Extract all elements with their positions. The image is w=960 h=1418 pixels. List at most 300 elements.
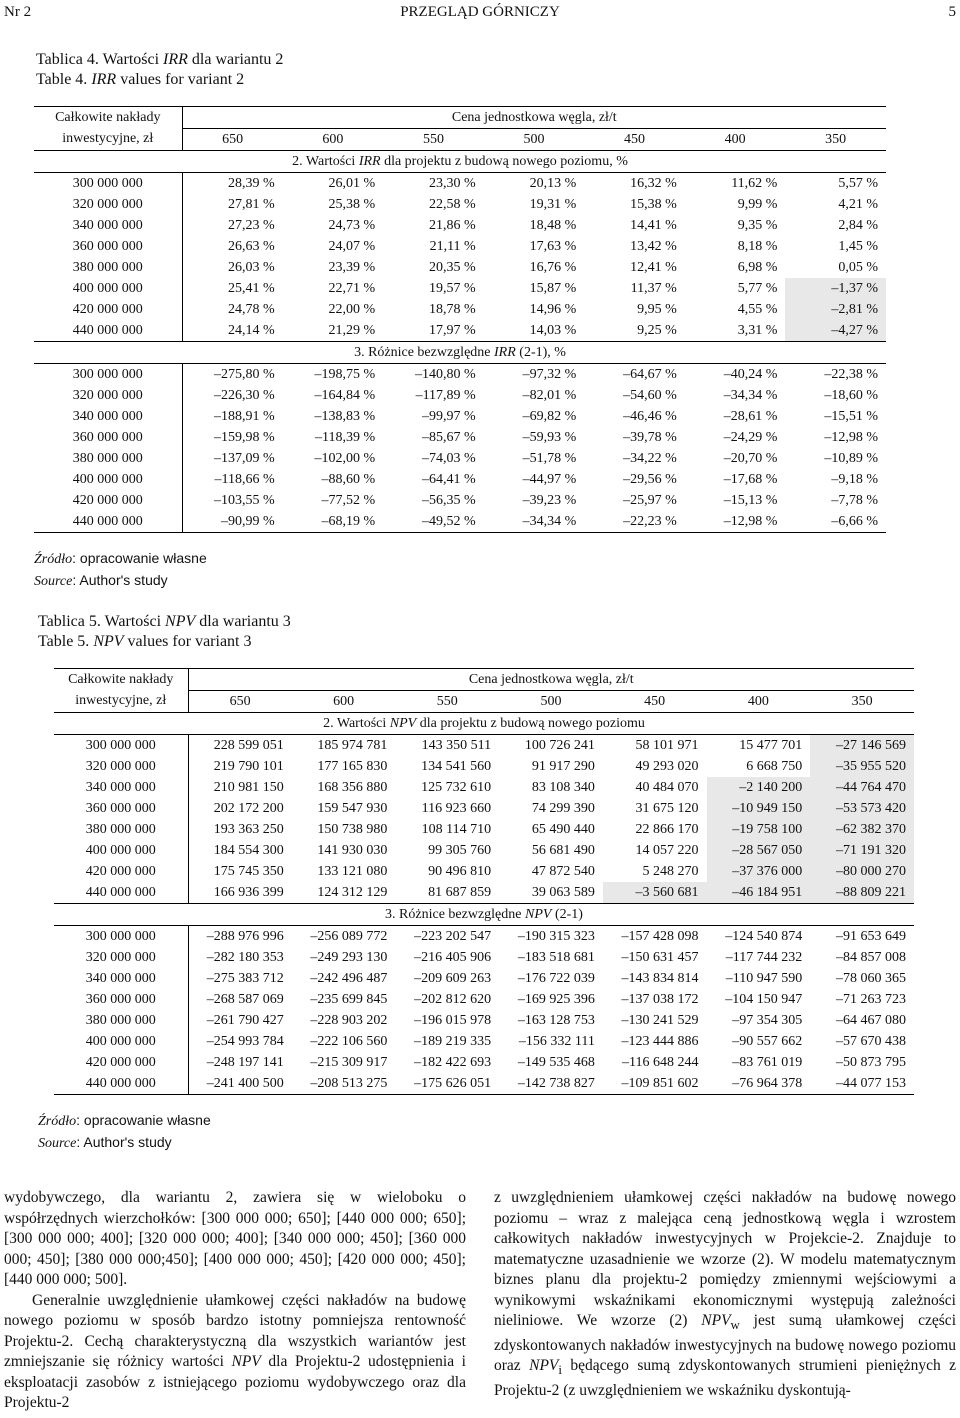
value-cell: 177 165 830 — [317, 758, 388, 774]
value-cell: 13,42 % — [630, 238, 677, 254]
value-cell: –34,22 % — [623, 450, 677, 466]
value-cell: –56,35 % — [422, 492, 476, 508]
price-cell: 500 — [499, 691, 603, 713]
value-cell: 17,97 % — [429, 322, 476, 338]
value-cell: 20,13 % — [484, 173, 585, 195]
value-cell: –254 993 784 — [206, 1033, 284, 1049]
table-row — [54, 777, 914, 798]
value-cell: –71 263 723 — [836, 991, 906, 1007]
value-cell: –97,32 % — [484, 364, 585, 386]
value-cell: –10 949 150 — [707, 798, 811, 819]
value-cell: 18,48 % — [529, 217, 577, 233]
value-cell: –57 670 438 — [836, 1033, 906, 1049]
table-row — [54, 840, 914, 861]
value-cell: 175 745 350 — [213, 863, 284, 879]
investment-cell: 360 000 000 — [54, 989, 188, 1010]
value-cell: 168 356 880 — [317, 779, 388, 795]
section-header-row — [34, 342, 886, 364]
value-cell: 125 732 610 — [421, 779, 492, 795]
value-cell: –164,84 % — [314, 387, 376, 403]
investment-cell: 320 000 000 — [34, 385, 182, 406]
value-cell: –288 976 996 — [188, 926, 292, 948]
table-row — [34, 427, 886, 448]
value-cell: –222 106 560 — [310, 1033, 388, 1049]
value-cell: –88 809 221 — [810, 882, 914, 904]
value-cell: 22,58 % — [429, 196, 476, 212]
value-cell: –190 315 323 — [499, 926, 603, 948]
value-cell: 40 484 070 — [635, 779, 699, 795]
value-cell: 21,29 % — [328, 322, 376, 338]
header-row — [54, 669, 914, 691]
value-cell: –226,30 % — [213, 387, 275, 403]
value-cell: 27,23 % — [227, 217, 275, 233]
page-number: 5 — [948, 4, 956, 20]
value-cell: –51,78 % — [522, 450, 577, 466]
value-cell: 65 490 440 — [531, 821, 595, 837]
value-cell: 11,37 % — [630, 280, 677, 296]
section-header-row — [54, 713, 914, 735]
value-cell: 28,39 % — [182, 173, 283, 195]
value-cell: –123 444 886 — [621, 1033, 699, 1049]
table-row — [54, 1073, 914, 1095]
table-row — [54, 1031, 914, 1052]
table-row — [54, 1052, 914, 1073]
table5-caption-en: Table 5. NPV values for variant 3 — [38, 633, 252, 650]
investment-cell: 380 000 000 — [54, 819, 188, 840]
value-cell: –74,03 % — [422, 450, 476, 466]
investment-cell: 400 000 000 — [34, 278, 182, 299]
value-cell: –156 332 111 — [518, 1033, 595, 1049]
value-cell: 15,38 % — [630, 196, 677, 212]
price-cell: 600 — [283, 129, 384, 151]
investment-cell: 340 000 000 — [54, 968, 188, 989]
table-row — [34, 448, 886, 469]
value-cell: –68,19 % — [283, 511, 384, 533]
value-cell: –189 219 335 — [414, 1033, 492, 1049]
value-cell: –198,75 % — [283, 364, 384, 386]
value-cell: –91 653 649 — [810, 926, 914, 948]
value-cell: –142 738 827 — [499, 1073, 603, 1095]
value-cell: 21,11 % — [429, 238, 476, 254]
section-title: 2. Wartości NPV dla projektu z budową nowego poziomu — [54, 713, 914, 735]
value-cell: –275,80 % — [182, 364, 283, 386]
value-cell: –44 077 153 — [810, 1073, 914, 1095]
journal-title: PRZEGLĄD GÓRNICZY — [400, 4, 560, 20]
value-cell: 17,63 % — [529, 238, 577, 254]
table-row — [34, 364, 886, 386]
value-cell: 23,30 % — [383, 173, 484, 195]
value-cell: –19 758 100 — [707, 819, 811, 840]
table-row — [54, 947, 914, 968]
table5-caption — [38, 612, 291, 652]
value-cell: 26,01 % — [283, 173, 384, 195]
value-cell: –78 060 365 — [836, 970, 906, 986]
value-cell: –15,51 % — [824, 408, 878, 424]
value-cell: –116 648 244 — [622, 1054, 699, 1070]
section-title: 3. Różnice bezwzględne IRR (2-1), % — [34, 342, 886, 364]
value-cell: –15,13 % — [723, 492, 778, 508]
header-row — [54, 691, 914, 713]
investment-cell: 300 000 000 — [54, 926, 188, 948]
value-cell: 6,98 % — [737, 259, 778, 275]
value-cell: –188,91 % — [213, 408, 275, 424]
table4-caption — [36, 50, 283, 90]
value-cell: –6,66 % — [785, 511, 886, 533]
value-cell: –22,23 % — [584, 511, 685, 533]
value-cell: 26,03 % — [227, 259, 275, 275]
value-cell: –10,89 % — [824, 450, 878, 466]
value-cell: –130 241 529 — [621, 1012, 699, 1028]
investment-cell: 340 000 000 — [54, 777, 188, 798]
price-cell: 350 — [810, 691, 914, 713]
value-cell: –85,67 % — [422, 429, 476, 445]
investment-cell: 340 000 000 — [34, 406, 182, 427]
table-row — [34, 194, 886, 215]
value-cell: –90,99 % — [182, 511, 283, 533]
investment-cell: 380 000 000 — [54, 1010, 188, 1031]
value-cell: 193 363 250 — [213, 821, 284, 837]
value-cell: 116 923 660 — [421, 800, 492, 816]
table-row — [34, 469, 886, 490]
investment-cell: 380 000 000 — [34, 448, 182, 469]
value-cell: 5,77 % — [737, 280, 778, 296]
price-cell: 650 — [182, 129, 283, 151]
value-cell: 24,78 % — [227, 301, 275, 317]
value-cell: 5,57 % — [785, 173, 886, 195]
value-cell: 18,78 % — [429, 301, 476, 317]
investment-cell: 300 000 000 — [34, 364, 182, 386]
value-cell: 74 299 390 — [531, 800, 595, 816]
value-cell: 108 114 710 — [421, 821, 492, 837]
price-header: Cena jednostkowa węgla, zł/t — [188, 669, 914, 691]
price-cell: 550 — [383, 129, 484, 151]
investment-cell: 360 000 000 — [54, 798, 188, 819]
value-cell: 141 930 030 — [317, 842, 388, 858]
table-row — [34, 278, 886, 299]
investment-cell: 360 000 000 — [34, 427, 182, 448]
page-header — [0, 0, 960, 24]
section-title: 3. Różnice bezwzględne NPV (2-1) — [54, 904, 914, 926]
value-cell: –46 184 951 — [707, 882, 811, 904]
value-cell: 185 974 781 — [292, 735, 396, 757]
value-cell: –34,34 % — [484, 511, 585, 533]
value-cell: –34,34 % — [723, 387, 778, 403]
value-cell: 5 248 270 — [642, 863, 699, 879]
value-cell: 9,25 % — [637, 322, 677, 338]
investment-cell: 420 000 000 — [34, 490, 182, 511]
value-cell: 39 063 589 — [531, 884, 595, 900]
investment-cell: 420 000 000 — [54, 861, 188, 882]
value-cell: –62 382 370 — [810, 819, 914, 840]
value-cell: 100 726 241 — [499, 735, 603, 757]
investment-cell: 440 000 000 — [54, 882, 188, 904]
value-cell: 15,87 % — [529, 280, 577, 296]
value-cell: –2,81 % — [785, 299, 886, 320]
table-row — [54, 1010, 914, 1031]
value-cell: 159 547 930 — [317, 800, 388, 816]
value-cell: –215 309 917 — [310, 1054, 388, 1070]
value-cell: 133 121 080 — [317, 863, 388, 879]
value-cell: 47 872 540 — [531, 863, 595, 879]
value-cell: –149 535 468 — [517, 1054, 595, 1070]
value-cell: 99 305 760 — [428, 842, 492, 858]
value-cell: 166 936 399 — [213, 884, 284, 900]
value-cell: 25,38 % — [328, 196, 376, 212]
value-cell: –17,68 % — [723, 471, 778, 487]
value-cell: 12,41 % — [630, 259, 677, 275]
value-cell: –69,82 % — [522, 408, 577, 424]
col-header-label: Całkowite nakłady — [54, 669, 188, 691]
value-cell: –202 812 620 — [414, 991, 492, 1007]
table-row — [34, 236, 886, 257]
value-cell: 4,21 % — [838, 196, 878, 212]
value-cell: 31 675 120 — [635, 800, 699, 816]
value-cell: 134 541 560 — [421, 758, 492, 774]
value-cell: –1,37 % — [785, 278, 886, 299]
value-cell: 23,39 % — [328, 259, 376, 275]
value-cell: –169 925 396 — [517, 991, 595, 1007]
value-cell: –137,09 % — [213, 450, 275, 466]
value-cell: –150 631 457 — [621, 949, 699, 965]
section-header-row — [34, 151, 886, 173]
table-row — [34, 215, 886, 236]
investment-cell: 400 000 000 — [54, 1031, 188, 1052]
table5-source: Źródło: opracowanie własne Source: Author's study — [38, 1112, 211, 1151]
value-cell: 14,03 % — [529, 322, 577, 338]
value-cell: 24,07 % — [328, 238, 376, 254]
body-column-left — [4, 1188, 466, 1414]
price-cell: 500 — [484, 129, 585, 151]
value-cell: –242 496 487 — [310, 970, 388, 986]
value-cell: 24,73 % — [328, 217, 376, 233]
col-header-label: Całkowite nakłady — [34, 107, 182, 129]
investment-cell: 340 000 000 — [34, 215, 182, 236]
table-row — [54, 861, 914, 882]
value-cell: –37 376 000 — [707, 861, 811, 882]
value-cell: –159,98 % — [213, 429, 275, 445]
value-cell: 219 790 101 — [213, 758, 284, 774]
value-cell: –208 513 275 — [292, 1073, 396, 1095]
col-header-label: inwestycyjne, zł — [54, 691, 188, 713]
value-cell: –228 903 202 — [310, 1012, 388, 1028]
value-cell: –24,29 % — [723, 429, 778, 445]
investment-cell: 380 000 000 — [34, 257, 182, 278]
value-cell: 14 057 220 — [635, 842, 699, 858]
value-cell: 49 293 020 — [635, 758, 699, 774]
value-cell: –59,93 % — [522, 429, 577, 445]
table-row — [54, 735, 914, 757]
value-cell: 16,32 % — [584, 173, 685, 195]
value-cell: –143 834 814 — [621, 970, 699, 986]
value-cell: –80 000 270 — [810, 861, 914, 882]
investment-cell: 440 000 000 — [34, 511, 182, 533]
value-cell: –84 857 008 — [836, 949, 906, 965]
value-cell: –176 722 039 — [517, 970, 595, 986]
value-cell: 81 687 859 — [428, 884, 492, 900]
value-cell: –25,97 % — [623, 492, 677, 508]
investment-cell: 320 000 000 — [34, 194, 182, 215]
price-cell: 550 — [395, 691, 499, 713]
investment-cell: 440 000 000 — [34, 320, 182, 342]
value-cell: –46,46 % — [623, 408, 677, 424]
value-cell: –97 354 305 — [732, 1012, 803, 1028]
value-cell: 8,18 % — [737, 238, 778, 254]
value-cell: –82,01 % — [522, 387, 577, 403]
value-cell: –2 140 200 — [707, 777, 811, 798]
price-cell: 400 — [685, 129, 786, 151]
value-cell: –196 015 978 — [414, 1012, 492, 1028]
table-row — [54, 798, 914, 819]
investment-cell: 300 000 000 — [34, 173, 182, 195]
value-cell: –44,97 % — [522, 471, 577, 487]
section-header-row — [54, 904, 914, 926]
table5-caption-pl: Tablica 5. Wartości NPV dla wariantu 3 — [38, 613, 291, 630]
issue-number: Nr 2 — [4, 4, 32, 20]
value-cell: –99,97 % — [422, 408, 476, 424]
value-cell: –12,98 % — [685, 511, 786, 533]
table-row — [34, 406, 886, 427]
value-cell: 14,41 % — [630, 217, 677, 233]
value-cell: –83 761 019 — [732, 1054, 803, 1070]
value-cell: –90 557 662 — [732, 1033, 803, 1049]
value-cell: –241 400 500 — [188, 1073, 292, 1095]
value-cell: –102,00 % — [314, 450, 376, 466]
investment-cell: 400 000 000 — [34, 469, 182, 490]
value-cell: 83 108 340 — [531, 779, 595, 795]
value-cell: –235 699 845 — [310, 991, 388, 1007]
value-cell: –183 518 681 — [517, 949, 595, 965]
value-cell: –35 955 520 — [810, 756, 914, 777]
investment-cell: 400 000 000 — [54, 840, 188, 861]
value-cell: –117 744 232 — [725, 949, 803, 965]
value-cell: 150 738 980 — [317, 821, 388, 837]
table4 — [34, 106, 886, 533]
table5 — [54, 668, 914, 1095]
table-row — [54, 756, 914, 777]
price-cell: 450 — [584, 129, 685, 151]
value-cell: 20,35 % — [429, 259, 476, 275]
value-cell: –163 128 753 — [517, 1012, 595, 1028]
value-cell: 14,96 % — [529, 301, 577, 317]
table-row — [34, 490, 886, 511]
value-cell: –216 405 906 — [414, 949, 492, 965]
table4-caption-pl: Tablica 4. Wartości IRR dla wariantu 2 — [36, 51, 284, 68]
value-cell: 22,00 % — [328, 301, 376, 317]
value-cell: –140,80 % — [383, 364, 484, 386]
value-cell: 22,71 % — [328, 280, 376, 296]
value-cell: –18,60 % — [824, 387, 878, 403]
value-cell: –40,24 % — [685, 364, 786, 386]
value-cell: –44 764 470 — [810, 777, 914, 798]
value-cell: 9,95 % — [637, 301, 677, 317]
value-cell: 210 981 150 — [213, 779, 284, 795]
table-row — [34, 173, 886, 195]
value-cell: –64,41 % — [422, 471, 476, 487]
value-cell: –54,60 % — [623, 387, 677, 403]
value-cell: –249 293 130 — [310, 949, 388, 965]
price-cell: 600 — [292, 691, 396, 713]
table-row — [54, 882, 914, 904]
price-cell: 350 — [785, 129, 886, 151]
value-cell: 2,84 % — [838, 217, 878, 233]
table-row — [34, 257, 886, 278]
value-cell: –182 422 693 — [414, 1054, 492, 1070]
value-cell: –49,52 % — [383, 511, 484, 533]
investment-cell: 420 000 000 — [54, 1052, 188, 1073]
value-cell: –275 383 712 — [206, 970, 284, 986]
value-cell: –261 790 427 — [206, 1012, 284, 1028]
value-cell: 9,35 % — [737, 217, 778, 233]
value-cell: –157 428 098 — [603, 926, 707, 948]
value-cell: –3 560 681 — [603, 882, 707, 904]
table-row — [54, 989, 914, 1010]
investment-cell: 440 000 000 — [54, 1073, 188, 1095]
value-cell: 3,31 % — [737, 322, 778, 338]
value-cell: –268 587 069 — [206, 991, 284, 1007]
value-cell: –282 180 353 — [206, 949, 284, 965]
value-cell: –77,52 % — [321, 492, 376, 508]
value-cell: –223 202 547 — [395, 926, 499, 948]
price-cell: 400 — [707, 691, 811, 713]
value-cell: –256 089 772 — [292, 926, 396, 948]
value-cell: –118,39 % — [315, 429, 376, 445]
value-cell: 26,63 % — [227, 238, 275, 254]
value-cell: –117,89 % — [415, 387, 476, 403]
table-row — [34, 320, 886, 342]
value-cell: 27,81 % — [227, 196, 275, 212]
value-cell: –29,56 % — [623, 471, 677, 487]
value-cell: 202 172 200 — [213, 800, 284, 816]
value-cell: 0,05 % — [838, 259, 878, 275]
value-cell: 16,76 % — [529, 259, 577, 275]
value-cell: 4,55 % — [737, 301, 778, 317]
value-cell: 9,99 % — [737, 196, 778, 212]
value-cell: –28,61 % — [723, 408, 778, 424]
value-cell: 19,57 % — [429, 280, 476, 296]
value-cell: –175 626 051 — [395, 1073, 499, 1095]
section-title: 2. Wartości IRR dla projektu z budową nowego poziomu, % — [34, 151, 886, 173]
value-cell: 184 554 300 — [213, 842, 284, 858]
investment-cell: 360 000 000 — [34, 236, 182, 257]
value-cell: –12,98 % — [824, 429, 878, 445]
value-cell: 58 101 971 — [603, 735, 707, 757]
value-cell: –124 540 874 — [707, 926, 811, 948]
value-cell: –28 567 050 — [707, 840, 811, 861]
value-cell: –64 467 080 — [836, 1012, 906, 1028]
table-row — [54, 926, 914, 948]
investment-cell: 320 000 000 — [54, 756, 188, 777]
value-cell: –22,38 % — [785, 364, 886, 386]
value-cell: 91 917 290 — [531, 758, 595, 774]
value-cell: 90 496 810 — [428, 863, 492, 879]
value-cell: –248 197 141 — [206, 1054, 284, 1070]
value-cell: –39,23 % — [522, 492, 577, 508]
value-cell: 22 866 170 — [635, 821, 699, 837]
value-cell: 24,14 % — [227, 322, 275, 338]
body-paragraph: Generalnie uwzględnienie ułamkowej części nakładów na budowę nowego poziomu w sposób bardzo istotny pomniejsza rentowność Projektu-2. Cechą charakterystyczną dla wszystkich wariantów jest zmniejszanie się różnicy wartości NPV dla Projektu-2 udostępnienia i eksploatacji zasobów z istniejącego poziomu wydobywczego oraz dla Projektu-2 — [4, 1291, 466, 1411]
price-cell: 450 — [603, 691, 707, 713]
value-cell: –118,66 % — [214, 471, 275, 487]
value-cell: –137 038 172 — [621, 991, 699, 1007]
value-cell: 143 350 511 — [395, 735, 499, 757]
table-row — [54, 968, 914, 989]
value-cell: –27 146 569 — [810, 735, 914, 757]
value-cell: –7,78 % — [831, 492, 878, 508]
body-paragraph: z uwzględnieniem ułamkowej części nakładów na budowę nowego poziomu – wraz z malejąca ceną jednostkową węgla i wzrostem całkowitych nakładów inwestycyjnych w Projekcie-2. Znajduje to matematyczne uzasadnienie we wzorze (2). W modelu matematycznym biznes planu dla projektu-2 pomiędzy zmiennymi wejściowymi a wynikowymi wskaźnikami ekonomicznymi występują zależności nieliniowe. We wzorze (2) $NPV_w$ jest sumą ułamkowej części zdyskontowanych nakładów inwestycyjnych na budowę nowego poziomu oraz $NPV_i$ będącego sumą zdyskontowanych strumieni pieniężnych z Projektu-2 (z uwzględnieniem we wskaźniku dyskontują- — [494, 1189, 957, 1399]
value-cell: –76 964 378 — [707, 1073, 811, 1095]
value-cell: 124 312 129 — [317, 884, 388, 900]
value-cell: 19,31 % — [529, 196, 577, 212]
